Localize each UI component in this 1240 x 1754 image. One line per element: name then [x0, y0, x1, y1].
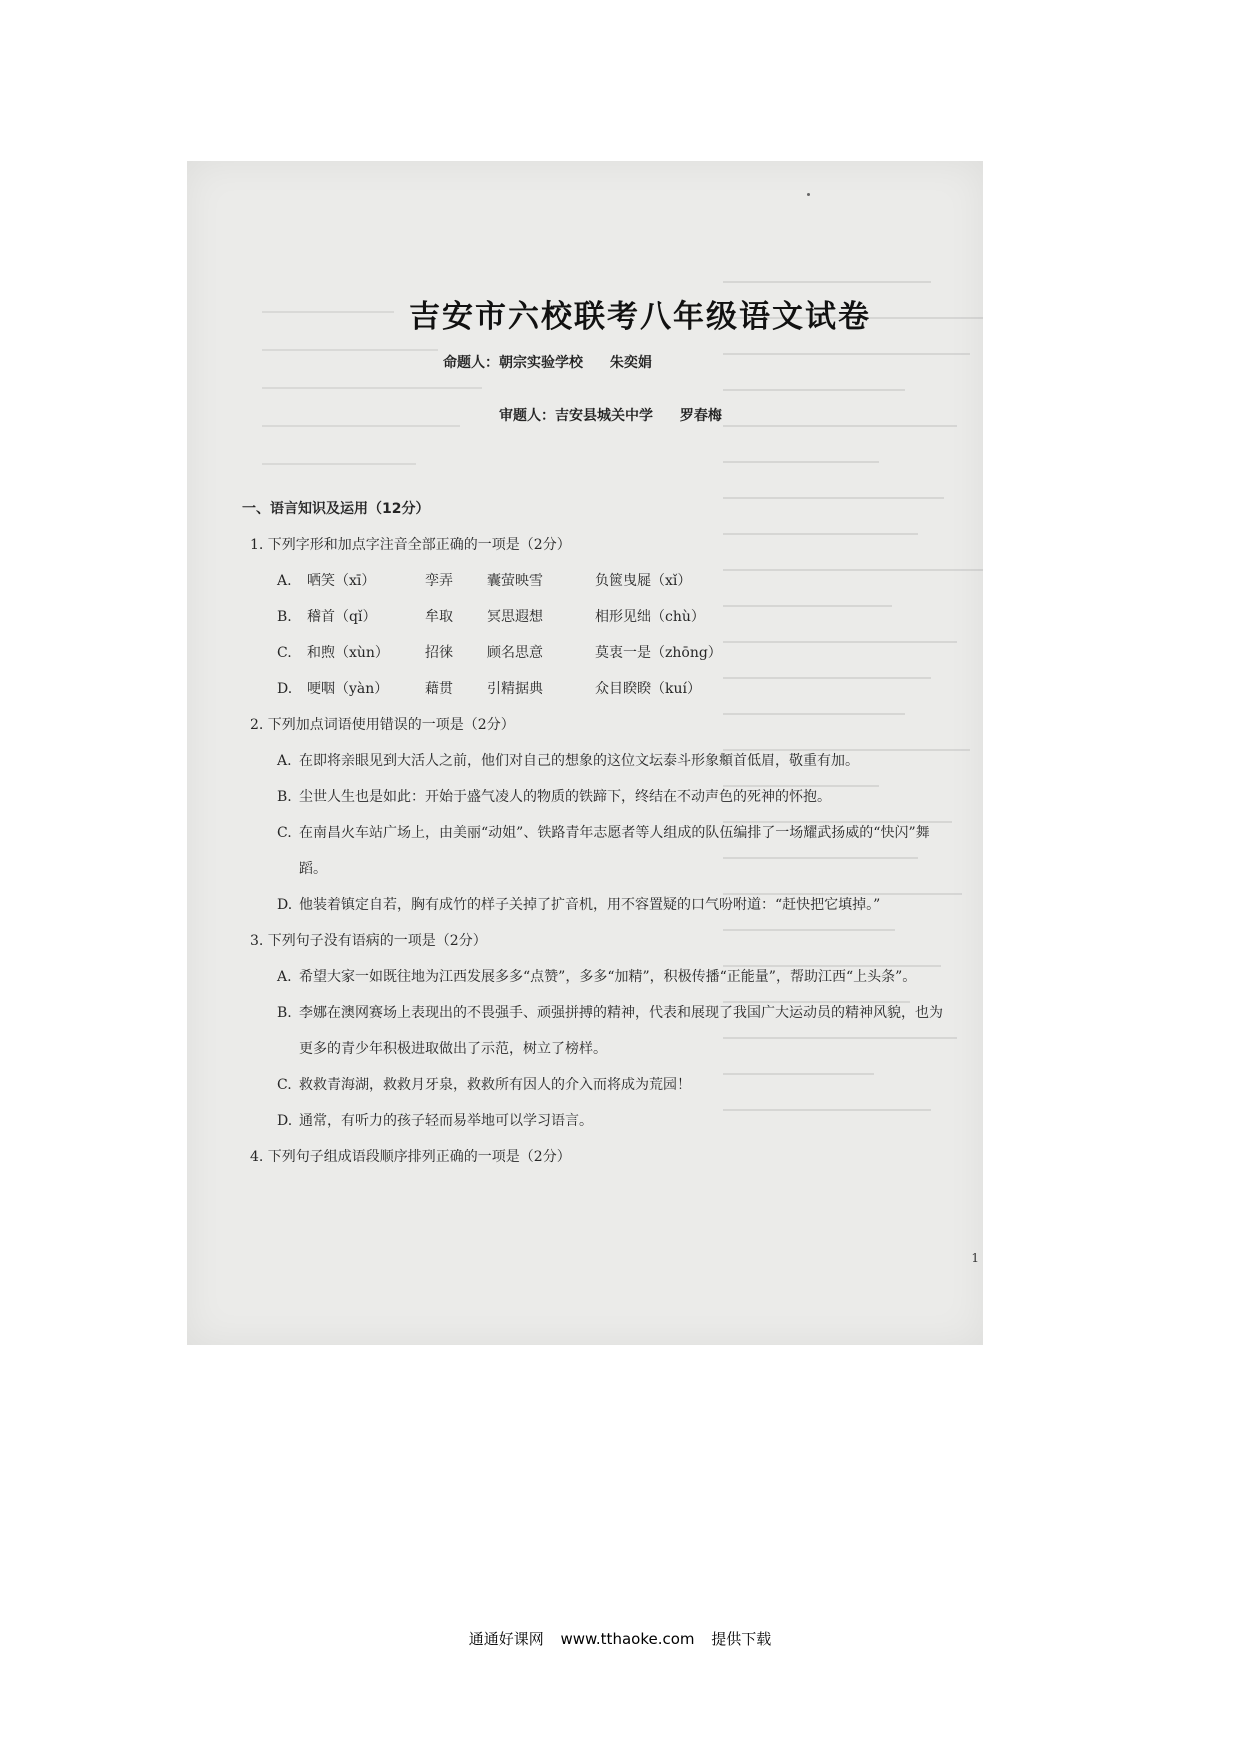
page-number: 1: [971, 1251, 979, 1265]
choice-item: 牟取: [425, 609, 453, 625]
choice-item: 引精据典: [487, 681, 543, 697]
reviewer-label: 审题人：吉安县城关中学: [499, 408, 653, 424]
choice-row-d: [277, 671, 952, 707]
question-2: [242, 707, 952, 923]
choice-item: 负篋曳屣（xǐ）: [595, 573, 692, 589]
reviewer-name: 罗春梅: [679, 408, 722, 424]
choice-a: [264, 959, 952, 995]
choice-letter: D.: [277, 1113, 293, 1129]
choice-c: [264, 1067, 952, 1103]
choice-text: 在南昌火车站广场上，由美丽“动姐”、铁路青年志愿者等人组成的队伍编排了一场耀武扬威的“快闪”舞蹈。: [299, 825, 930, 877]
footer-site-name: 通通好课网: [468, 1630, 544, 1648]
question-stem: 2. 下列加点词语使用错误的一项是（2分）: [250, 717, 515, 733]
choice-item: 顾名思意: [487, 645, 543, 661]
choice-letter: A.: [277, 969, 292, 985]
choice-text: 救救青海湖，救救月牙泉，救救所有因人的介入而将成为荒园！: [299, 1077, 691, 1093]
choice-item: 孪弄: [425, 573, 453, 589]
choice-text: 他装着镇定自若，胸有成竹的样子关掉了扩音机，用不容置疑的口气吩咐道：“赶快把它填掉。”: [299, 897, 881, 913]
setter-line: [443, 352, 674, 372]
download-footer: [0, 1628, 1240, 1649]
choice-b: [264, 995, 952, 1067]
setter-name: 朱奕娟: [609, 355, 652, 371]
choice-row-b: [277, 599, 952, 635]
choice-item: 莫衷一是（zhōng）: [595, 645, 722, 661]
choice-item: 藉贯: [425, 681, 453, 697]
choice-letter: C.: [277, 1077, 292, 1093]
choice-item: 招徕: [425, 645, 453, 661]
choice-text: 在即将亲眼见到大活人之前，他们对自己的想象的这位文坛泰斗形象頫首低眉，敬重有加。: [299, 753, 859, 769]
choice-d: [264, 1103, 952, 1139]
choice-a: [264, 743, 952, 779]
reviewer-line: [499, 405, 744, 425]
question-stem: 1. 下列字形和加点字注音全部正确的一项是（2分）: [250, 537, 571, 553]
question-1: [242, 527, 952, 707]
choice-c: [264, 815, 952, 887]
choice-letter: A.: [277, 753, 292, 769]
footer-url-link[interactable]: www.tthaoke.com: [560, 1630, 695, 1648]
choice-letter: B.: [277, 1005, 292, 1021]
choice-b: [264, 779, 952, 815]
choice-text: 通常，有听力的孩子轻而易举地可以学习语言。: [299, 1113, 593, 1129]
choice-item: 相形见绌（chù）: [595, 609, 705, 625]
choice-text: 李娜在澳网赛场上表现出的不畏强手、顽强拼搏的精神，代表和展现了我国广大运动员的精神风貌，也为更多的青少年积极进取做出了示范，树立了榜样。: [299, 1005, 943, 1057]
choice-text: 希望大家一如既往地为江西发展多多“点赞”，多多“加精”，积极传播“正能量”，帮助江西“上头条”。: [299, 969, 917, 985]
choice-letter: A.: [277, 573, 292, 589]
question-4: [242, 1139, 952, 1175]
section-heading: 一、语言知识及运用（12分）: [242, 501, 430, 517]
choice-item: 哂笑（xī）: [307, 573, 376, 589]
choice-row-a: [277, 563, 952, 599]
choice-letter: B.: [277, 609, 292, 625]
choice-item: 众目睽睽（kuí）: [595, 681, 701, 697]
choices-grid: [242, 563, 952, 707]
question-stem: 4. 下列句子组成语段顺序排列正确的一项是（2分）: [250, 1149, 571, 1165]
choice-letter: C.: [277, 645, 292, 661]
exam-title: 吉安市六校联考八年级语文试卷: [409, 299, 871, 335]
choice-d: [264, 887, 952, 923]
choice-text: 尘世人生也是如此：开始于盛气凌人的物质的铁蹄下，终结在不动声色的死神的怀抱。: [299, 789, 831, 805]
choice-row-c: [277, 635, 952, 671]
choice-item: 冥思遐想: [487, 609, 543, 625]
setter-label: 命题人：朝宗实验学校: [443, 355, 583, 371]
question-3: [242, 923, 952, 1139]
footer-note: 提供下载: [711, 1630, 772, 1648]
scanned-exam-page: [187, 161, 983, 1345]
choice-item: 稽首（qǐ）: [307, 609, 377, 625]
choice-item: 哽咽（yàn）: [307, 681, 389, 697]
choice-letter: B.: [277, 789, 292, 805]
question-stem: 3. 下列句子没有语病的一项是（2分）: [250, 933, 487, 949]
scan-dust-mark: [807, 193, 810, 196]
choice-item: 囊萤映雪: [487, 573, 543, 589]
choice-letter: D.: [277, 897, 293, 913]
exam-content: [242, 491, 952, 1175]
choice-letter: D.: [277, 681, 293, 697]
choice-letter: C.: [277, 825, 292, 841]
choice-item: 和煦（xùn）: [307, 645, 389, 661]
